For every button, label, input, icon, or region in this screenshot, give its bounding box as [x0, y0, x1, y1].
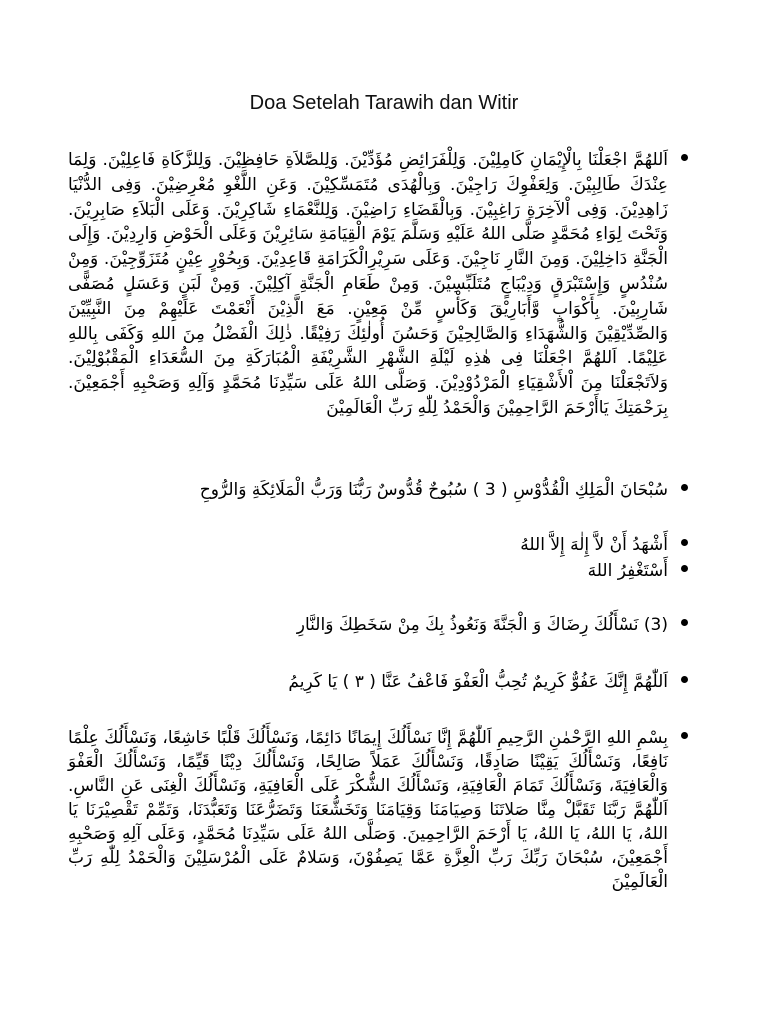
bullet-icon	[681, 484, 688, 491]
bullet-icon	[681, 539, 688, 546]
bullet-icon	[681, 565, 688, 572]
prayer-item-1	[68, 148, 668, 421]
prayer-text: أَسْتَغْفِرُ اللهَ	[587, 561, 668, 581]
bullet-icon	[681, 732, 688, 739]
prayer-item-4	[68, 559, 668, 584]
bullet-icon	[681, 154, 688, 161]
prayer-text: (3) نَسْأَلُكَ رِضَاكَ وَ الْجَنَّةَ وَنَعُوذُ بِكَ مِنْ سَخَطِكَ وَالنَّارِ	[296, 615, 668, 635]
prayer-item-7	[68, 726, 668, 894]
prayer-text: سُبْحَانَ الْمَلِكِ الْقُدُّوْسِ ( 3 ) سُبُوحٌ قُدُّوسٌ رَبُّنَا وَرَبُّ الْمَلَائِكَةِ وَالرُّوحِ	[199, 480, 668, 500]
bullet-icon	[681, 676, 688, 683]
prayer-text: اَللهُمَّ اجْعَلْنَا بِالْإِيْمَانِ كَامِلِيْنَ. وَلِلْفَرَائِضِ مُؤَدِّيْنَ. وَلِلصَّلاَةِ حَافِظِيْنَ. وَلِلزَّكَاةِ فَاعِلِيْنَ. وَلِمَا عِنْدَكَ طَالِبِيْنَ. وَلِعَفْوِكَ رَاجِيْنَ. وَبِالْهُدَى مُتَمَسِّكِيْنَ. وَعَنِ اللَّغْوِ مُعْرِضِيْنَ. وَفِى الدُّنْيَا زَاهِدِيْنَ. وَفِى اْلآخِرَةِ رَاغِبِيْنَ. وَبِالْقَضَاءِ رَاضِيْنَ. وَلِلنَّعْمَاءِ شَاكِرِيْنَ. وَعَلَى الْبَلاَءِ صَابِرِيْنَ. وَتَحْتَ لِوَاءِ مُحَمَّدٍ صَلَّى اللهُ عَلَيْهِ وَسَلَّمَ يَوْمَ الْقِيَامَةِ سَائِرِيْنَ وَعَلَى الْحَوْضِ وَارِدِيْنَ. وَإِلَى الْجَنَّةِ دَاخِلِيْنَ. وَمِنَ النَّارِ نَاجِيْنَ. وَعَلَى سَرِيْرِالْكَرَامَةِ قَاعِدِيْنَ. وَبِحُوْرٍ عِيْنٍ مُتَزَوِّجِيْنَ. وَمِنْ سُنْدُسٍ وَإِسْتَبْرَقٍ وَدِيْبَاجٍ مُتَلَبِّسِيْنَ. وَمِنْ طَعَامِ الْجَنَّةِ آكِلِيْنَ. وَمِنْ لَبَنٍ وَعَسَلٍ مُصَفًّى شَارِبِيْنَ. بِأَكْوَابٍ وَّأَبَارِيْقَ وَكَأْسٍ مِّنْ مَعِيْنٍ. مَعَ الَّذِيْنَ أَنْعَمْتَ عَلَيْهِمْ مِنَ النَّبِيِّيْنَ وَالصِّدِّيْقِيْنَ وَالشُّهَدَاءِ وَالصَّالِحِيْنَ وَحَسُنَ أُولٰئِكَ رَفِيْقًا. ذٰلِكَ الْفَضْلُ مِنَ اللهِ وَكَفَى بِاللهِ عَلِيْمًا. اَللهُمَّ اجْعَلْنَا فِى هٰذِهِ لَيْلَةِ الشَّهْرِ الشَّرِيْفَةِ الْمُبَارَكَةِ مِنَ السُّعَدَاءِ الْمَقْبُوْلِيْنَ. وَلاَتَجْعَلْنَا مِنَ اْلأَشْقِيَاءِ الْمَرْدُوْدِيْنَ. وَصَلَّى اللهُ عَلَى سَيِّدِنَا مُحَمَّدٍ وَآلِهِ وَصَحْبِهِ أَجْمَعِيْنَ. بِرَحْمَتِكَ يَاأَرْحَمَ الرَّاحِمِيْنَ وَالْحَمْدُ لِلّٰهِ رَبِّ الْعَالَمِيْنَ	[68, 150, 668, 418]
prayer-item-3	[68, 533, 668, 558]
prayer-text: أَشْهَدُ أَنْ لاَّ إِلٰهَ إِلاَّ اللهُ	[520, 535, 668, 555]
prayer-item-5	[68, 613, 668, 638]
prayer-item-6	[68, 670, 668, 695]
prayer-item-2	[68, 478, 668, 503]
prayer-text: بِسْمِ اللهِ الرَّحْمٰنِ الرَّحِيمِ اَللّٰهُمَّ إِنَّا نَسْأَلُكَ إِيمَانًا دَائِمًا، وَنَسْأَلُكَ قَلْبًا خَاشِعًا، وَنَسْأَلُكَ عِلْمًا نَافِعًا، وَنَسْأَلُكَ يَقِيْنًا صَادِقًا، وَنَسْأَلُكَ عَمَلاً صَالِحًا، وَنَسْأَلُكَ دِيْنًا قَيِّمًا، وَنَسْأَلُكَ الْعَفْوَ وَالْعَافِيَةَ، وَنَسْأَلُكَ تَمَامَ الْعَافِيَةِ، وَنَسْأَلُكَ الشُّكْرَ عَلَى الْعَافِيَةِ، وَنَسْأَلُكَ الْغِنَى عَنِ النَّاسِ. اَللّٰهُمَّ رَبَّنَا تَقَبَّلْ مِنَّا صَلاتَنَا وَصِيَامَنَا وَقِيَامَنَا وَتَخَشُّعَنَا وَتَضَرُّعَنَا وَتَعَبُّدَنَا، وَتَمِّمْ تَقْصِيْرَنَا يَا اللهُ، يَا اللهُ، يَا اللهُ، يَا أَرْحَمَ الرَّاحِمِينَ. وَصَلَّى اللهُ عَلَى سَيِّدِنَا مُحَمَّدٍ، وَعَلَى آلِهِ وَصَحْبِهِ أَجْمَعِيْنَ، سُبْحَانَ رَبِّكَ رَبِّ الْعِزَّةِ عَمَّا يَصِفُوْنَ، وَسَلامٌ عَلَى الْمُرْسَلِيْنَ وَالْحَمْدُ لِلّٰهِ رَبِّ الْعَالَمِيْنَ	[68, 728, 668, 892]
document-title: Doa Setelah Tarawih dan Witir	[249, 92, 519, 114]
prayer-text: اَللّٰهُمَّ إِنَّكَ عَفُوٌّ كَرِيمٌ تُحِبُّ الْعَفْوَ فَاعْفُ عَنَّا ( ٣ ) يَا كَرِيمُ	[288, 672, 668, 692]
bullet-icon	[681, 619, 688, 626]
